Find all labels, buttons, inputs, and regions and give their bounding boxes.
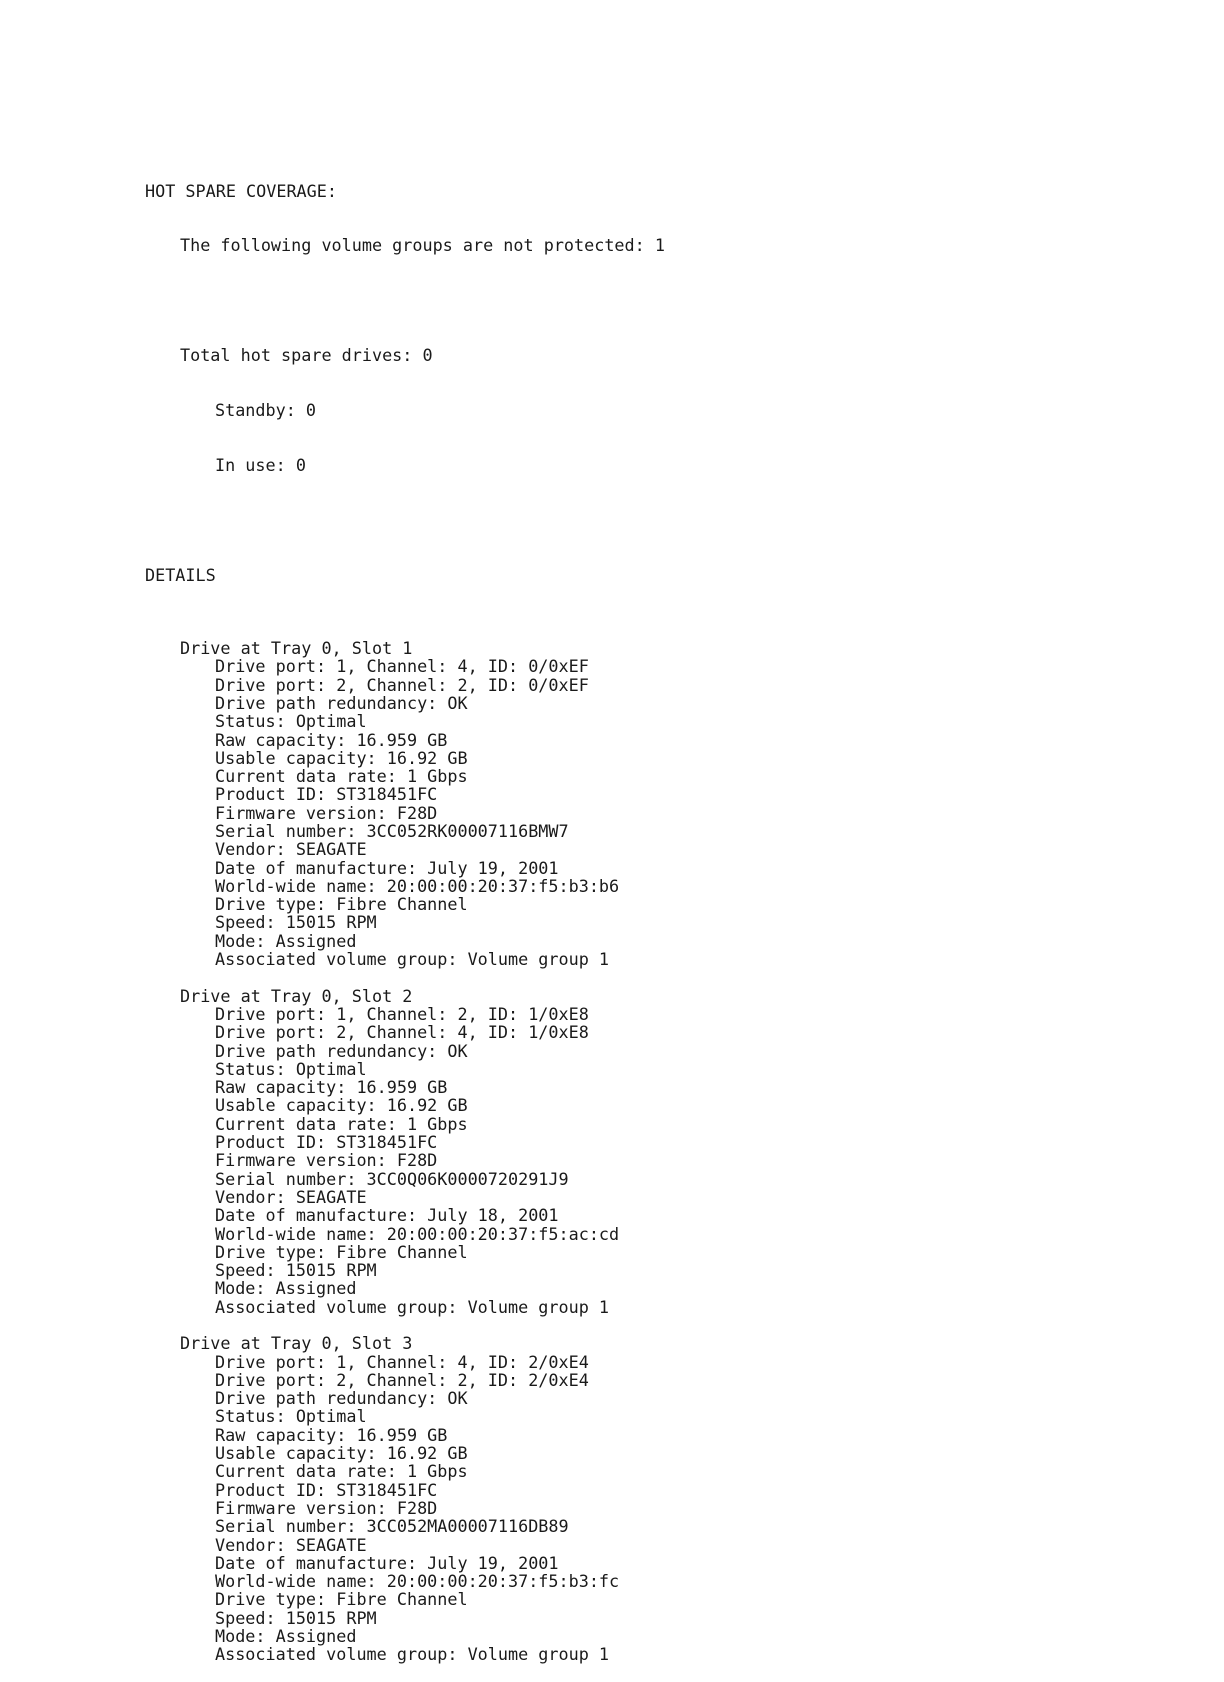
drive-detail-line: Product ID: ST318451FC bbox=[215, 784, 438, 805]
drive-detail-line: Drive port: 1, Channel: 2, ID: 1/0xE8 bbox=[215, 1003, 589, 1024]
drive-detail-line: Drive type: Fibre Channel bbox=[215, 894, 468, 915]
drive-detail-line: Drive path redundancy: OK bbox=[215, 692, 468, 713]
not-protected-line: The following volume groups are not protected: 1 bbox=[180, 235, 665, 256]
drive-detail-line: Serial number: 3CC0Q06K0000720291J9 bbox=[215, 1168, 569, 1189]
drive-detail-line: Date of manufacture: July 18, 2001 bbox=[215, 1205, 559, 1226]
drive-detail-line: Drive type: Fibre Channel bbox=[215, 1241, 468, 1262]
drive-detail-line: Drive type: Fibre Channel bbox=[215, 1589, 468, 1610]
drive-detail-line: Associated volume group: Volume group 1 bbox=[215, 1644, 610, 1665]
drive-detail-line: Raw capacity: 16.959 GB bbox=[215, 1424, 448, 1445]
drive-detail-line: Date of manufacture: July 19, 2001 bbox=[215, 857, 559, 878]
drive-detail-line: Raw capacity: 16.959 GB bbox=[215, 729, 448, 750]
drive-detail-line: Raw capacity: 16.959 GB bbox=[215, 1077, 448, 1098]
drive-detail-line: Drive port: 1, Channel: 4, ID: 0/0xEF bbox=[215, 656, 589, 677]
drive-detail-line: Usable capacity: 16.92 GB bbox=[215, 1095, 468, 1116]
drive-detail-line: Drive port: 2, Channel: 2, ID: 0/0xEF bbox=[215, 674, 589, 695]
standby-line: Standby: 0 bbox=[215, 400, 317, 421]
spacer bbox=[145, 1316, 665, 1334]
drive-block bbox=[145, 987, 665, 1316]
drive-detail-line: Firmware version: F28D bbox=[215, 802, 438, 823]
drive-detail-line: Product ID: ST318451FC bbox=[215, 1479, 438, 1500]
drive-title: Drive at Tray 0, Slot 2 bbox=[180, 985, 413, 1006]
drive-detail-line: Drive path redundancy: OK bbox=[215, 1388, 468, 1409]
drive-detail-line: Current data rate: 1 Gbps bbox=[215, 766, 468, 787]
drive-detail-line: Current data rate: 1 Gbps bbox=[215, 1461, 468, 1482]
drive-block bbox=[145, 1334, 665, 1663]
drive-detail-line: Status: Optimal bbox=[215, 1406, 367, 1427]
drive-detail-line: Speed: 15015 RPM bbox=[215, 912, 377, 933]
drive-detail-line: Vendor: SEAGATE bbox=[215, 1534, 367, 1555]
drive-detail-line: Speed: 15015 RPM bbox=[215, 1607, 377, 1628]
spacer bbox=[145, 511, 665, 529]
drive-detail-line: Vendor: SEAGATE bbox=[215, 1186, 367, 1207]
in-use-line: In use: 0 bbox=[215, 455, 306, 476]
drive-detail-line: Associated volume group: Volume group 1 bbox=[215, 949, 610, 970]
drive-detail-line: Status: Optimal bbox=[215, 1058, 367, 1079]
hot-spare-heading: HOT SPARE COVERAGE: bbox=[145, 180, 337, 201]
drive-detail-line: Speed: 15015 RPM bbox=[215, 1260, 377, 1281]
drive-detail-line: Drive port: 2, Channel: 4, ID: 1/0xE8 bbox=[215, 1022, 589, 1043]
drive-detail-line: Serial number: 3CC052MA00007116DB89 bbox=[215, 1516, 569, 1537]
drive-detail-line: Usable capacity: 16.92 GB bbox=[215, 747, 468, 768]
drive-detail-line: Mode: Assigned bbox=[215, 1626, 357, 1647]
details-heading: DETAILS bbox=[145, 564, 216, 585]
drive-block bbox=[145, 639, 665, 968]
drive-list bbox=[145, 639, 665, 1664]
storage-report bbox=[145, 145, 665, 1682]
drive-detail-line: World-wide name: 20:00:00:20:37:f5:b3:b6 bbox=[215, 875, 620, 896]
drive-detail-line: Vendor: SEAGATE bbox=[215, 839, 367, 860]
drive-detail-line: Status: Optimal bbox=[215, 711, 367, 732]
drive-detail-line: Associated volume group: Volume group 1 bbox=[215, 1296, 610, 1317]
drive-detail-line: Firmware version: F28D bbox=[215, 1150, 438, 1171]
drive-title: Drive at Tray 0, Slot 3 bbox=[180, 1333, 413, 1354]
drive-detail-line: Mode: Assigned bbox=[215, 930, 357, 951]
drive-title: Drive at Tray 0, Slot 1 bbox=[180, 638, 413, 659]
total-hot-spare-line: Total hot spare drives: 0 bbox=[180, 345, 433, 366]
drive-detail-line: Drive port: 1, Channel: 4, ID: 2/0xE4 bbox=[215, 1351, 589, 1372]
drive-detail-line: Drive port: 2, Channel: 2, ID: 2/0xE4 bbox=[215, 1369, 589, 1390]
drive-detail-line: Firmware version: F28D bbox=[215, 1497, 438, 1518]
drive-detail-line: World-wide name: 20:00:00:20:37:f5:ac:cd bbox=[215, 1223, 620, 1244]
drive-detail-line: Current data rate: 1 Gbps bbox=[215, 1113, 468, 1134]
drive-detail-line: Date of manufacture: July 19, 2001 bbox=[215, 1552, 559, 1573]
drive-detail-line: Drive path redundancy: OK bbox=[215, 1040, 468, 1061]
drive-detail-line: Mode: Assigned bbox=[215, 1278, 357, 1299]
drive-detail-line: Serial number: 3CC052RK00007116BMW7 bbox=[215, 820, 569, 841]
drive-detail-line: Product ID: ST318451FC bbox=[215, 1132, 438, 1153]
drive-detail-line: Usable capacity: 16.92 GB bbox=[215, 1443, 468, 1464]
spacer bbox=[145, 291, 665, 309]
drive-detail-line: World-wide name: 20:00:00:20:37:f5:b3:fc bbox=[215, 1571, 620, 1592]
spacer bbox=[145, 968, 665, 986]
